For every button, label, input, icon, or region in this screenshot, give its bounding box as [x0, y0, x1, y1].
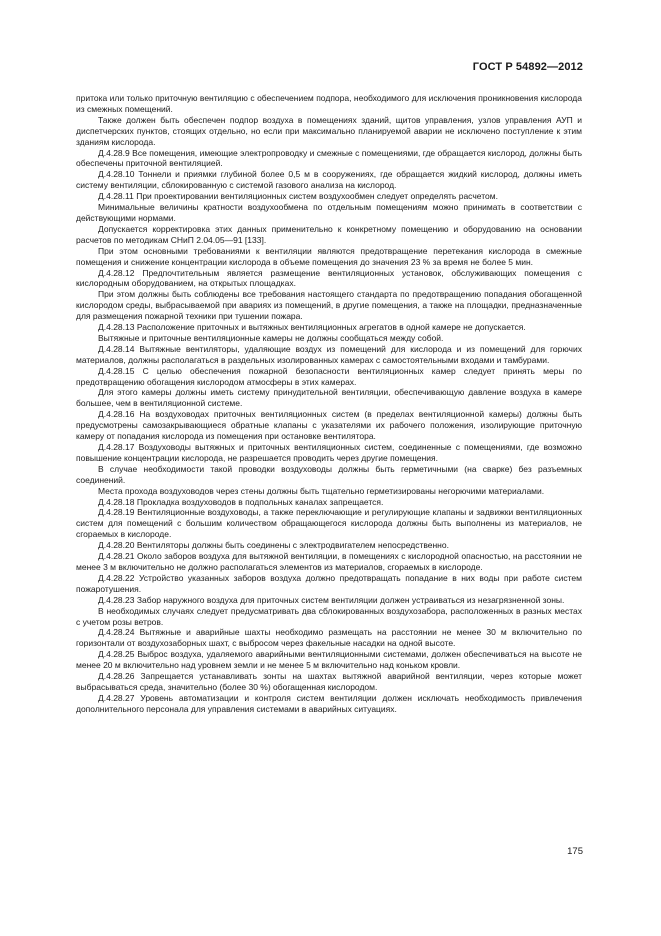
- paragraph: В необходимых случаях следует предусматривать два сблокированных воздухозабора, расположенных в разных местах с учетом розы ветров.: [76, 605, 582, 627]
- paragraph: Д.4.28.10 Тоннели и приямки глубиной более 0,5 м в сооружениях, где обращается жидкий кислород, должны иметь систему вентиляции, сблокированную с системой газового анализа на кислород.: [76, 169, 582, 191]
- paragraph: Д.4.28.15 С целью обеспечения пожарной безопасности вентиляционных камер следует принять меры по предотвращению обогащения кислородом атмосферы в этих камерах.: [76, 365, 582, 387]
- paragraph: В случае необходимости такой проводки воздуховоды должны быть герметичными (на сварке) без разъемных соединений.: [76, 463, 582, 485]
- body-text: [76, 93, 582, 715]
- paragraph: Д.4.28.17 Воздуховоды вытяжных и приточных вентиляционных систем, соединенные с помещениями, где возможно повышение концентрации кислорода, не разрешается проводить через другие помещения.: [76, 442, 582, 463]
- paragraph: Д.4.28.12 Предпочтительным является размещение вентиляционных установок, обслуживающих помещения с кислородным оборудованием, на открытых площадках.: [76, 267, 582, 289]
- paragraph: притока или только приточную вентиляцию с обеспечением подпора, необходимого для исключения проникновения кислорода из смежных помещений.: [76, 93, 582, 114]
- paragraph: Вытяжные и приточные вентиляционные камеры не должны сообщаться между собой.: [98, 332, 444, 343]
- paragraph: Д.4.28.13 Расположение приточных и вытяжных вентиляционных агрегатов в одной камере не допускается.: [98, 322, 526, 333]
- paragraph: Д.4.28.23 Забор наружного воздуха для приточных систем вентиляции должен устраиваться из незагрязненной зоны.: [98, 594, 565, 605]
- document-header: ГОСТ Р 54892—2012: [472, 61, 583, 73]
- paragraph: Места прохода воздуховодов через стены должны быть тщательно герметизированы негорючими материалами.: [98, 485, 545, 496]
- paragraph: Д.4.28.25 Выброс воздуха, удаляемого аварийными вентиляционными системами, должен обеспечиваться на высоте не менее 20 м включительно над уровнем земли и не менее 5 м включительно над коньком кровли.: [76, 649, 582, 671]
- paragraph: Минимальные величины кратности воздухообмена по отдельным помещениям можно принимать в соответствии с действующими нормами.: [76, 202, 582, 223]
- paragraph: Допускается корректировка этих данных применительно к конкретному помещению и оборудованию на основании расчетов по методикам СНиП 2.04.05—91 [133].: [76, 223, 582, 245]
- paragraph: Также должен быть обеспечен подпор воздуха в помещениях зданий, щитов управления, узлов управления АУП и диспетчерских пунктов, стоящих отдельно, но если при максимально планируемой аварии не исключено поступление к этим зданиям кислорода.: [76, 114, 582, 147]
- paragraph: При этом должны быть соблюдены все требования настоящего стандарта по предотвращению попадания обогащенной кислородом среды, выбрасываемой при авариях из помещений, в другие помещения, а также на площадки, предназначенные для размещения пожарной техники при тушении пожара.: [76, 289, 582, 322]
- paragraph: Д.4.28.18 Прокладка воздуховодов в подпольных каналах запрещается.: [98, 496, 384, 507]
- paragraph: Д.4.28.9 Все помещения, имеющие электропроводку и смежные с помещениями, где обращается кислород, должны быть обеспечены приточной вентиляцией.: [76, 147, 582, 169]
- paragraph: Для этого камеры должны иметь систему принудительной вентиляции, обеспечивающую давление воздуха в камере большее, чем в вентиляционной системе.: [76, 387, 582, 409]
- paragraph: Д.4.28.20 Вентиляторы должны быть соединены с электродвигателем непосредственно.: [98, 540, 449, 551]
- paragraph: Д.4.28.14 Вытяжные вентиляторы, удаляющие воздух из помещений для кислорода и из помещений для горючих материалов, должны располагаться в раздельных изолированных камерах с самостоятельными входами и тамбурами.: [76, 343, 582, 365]
- paragraph: Д.4.28.11 При проектировании вентиляционных систем воздухообмен следует определять расчетом.: [98, 191, 498, 202]
- paragraph: Д.4.28.21 Около заборов воздуха для вытяжной вентиляции, в помещениях с кислородной опасностью, на расстоянии не менее 3 м включительно не должно располагаться элементов из материалов, сгораемых в кислороде.: [76, 551, 582, 572]
- paragraph: При этом основными требованиями к вентиляции являются предотвращение перетекания кислорода в смежные помещения и снижение концентрации кислорода в объеме помещения до значения 23 % за время не более 5 мин.: [76, 245, 582, 267]
- paragraph: Д.4.28.22 Устройство указанных заборов воздуха должно предотвращать попадание в них воды при работе систем пожаротушения.: [76, 572, 582, 594]
- paragraph: Д.4.28.26 Запрещается устанавливать зонты на шахтах вытяжной аварийной вентиляции, через которые может выбрасываться среда, значительно (более 30 %) обогащенная кислородом.: [76, 671, 582, 692]
- paragraph: Д.4.28.16 На воздуховодах приточных вентиляционных систем (в пределах вентиляционной камеры) должны быть предусмотрены самозакрывающиеся обратные клапаны с указателями их рабочего положения, изолирующие приточную камеру от попадания кислорода из помещения при остановке вентилятора.: [76, 409, 582, 442]
- paragraph: Д.4.28.19 Вентиляционные воздуховоды, а также переключающие и регулирующие клапаны и задвижки вентиляционных систем для помещений с большим количеством обращающегося кислорода должны быть выполнены из материалов, не сгораемых в кислороде.: [76, 507, 582, 540]
- paragraph: Д.4.28.27 Уровень автоматизации и контроля систем вентиляции должен исключать необходимость привлечения дополнительного персонала для управления системами в аварийных ситуациях.: [76, 692, 582, 714]
- paragraph: Д.4.28.24 Вытяжные и аварийные шахты необходимо размещать на расстоянии не менее 30 м включительно по горизонтали от воздухозаборных шахт, с выбросом через факельные насадки на одной высоте.: [76, 627, 582, 649]
- page-number: 175: [567, 846, 583, 857]
